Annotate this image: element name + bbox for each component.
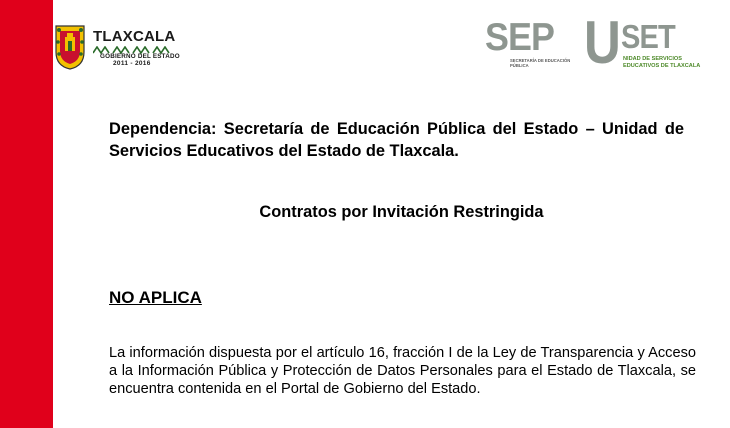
- sep-logo-subtitle: SECRETARÍA DE EDUCACIÓN PÚBLICA: [510, 58, 571, 68]
- uset-logo: SET: [621, 18, 675, 55]
- tlaxcala-logo-years: 2011 - 2016: [113, 60, 151, 67]
- dependencia-heading: Dependencia: Secretaría de Educación Pública del Estado – Unidad de Servicios Educativos del Estado de Tlaxcala.: [109, 120, 684, 160]
- status-no-aplica: NO APLICA: [109, 288, 202, 307]
- uset-logo-letter: U: [584, 9, 621, 76]
- uset-logo-subtitle: NIDAD DE SERVICIOS EDUCATIVOS DE TLAXCALA: [623, 56, 701, 69]
- document-title: Contratos por Invitación Restringida: [259, 203, 544, 221]
- tlaxcala-logo-subtitle: GOBIERNO DEL ESTADO: [100, 53, 180, 60]
- tlaxcala-logo-name: TLAXCALA: [93, 28, 176, 45]
- side-red-bar: [0, 0, 53, 428]
- sep-logo: SEP: [485, 16, 555, 59]
- body-paragraph: La información dispuesta por el artículo 16, fracción I de la Ley de Transparencia y Acceso a la Información Pública y Protección de Datos Personales para el Estado de Tlaxcala, se encuentra contenida en el Portal de Gobierno del Estado.: [109, 345, 696, 397]
- coat-of-arms-icon: [53, 22, 87, 70]
- tlaxcala-logo: [53, 20, 183, 75]
